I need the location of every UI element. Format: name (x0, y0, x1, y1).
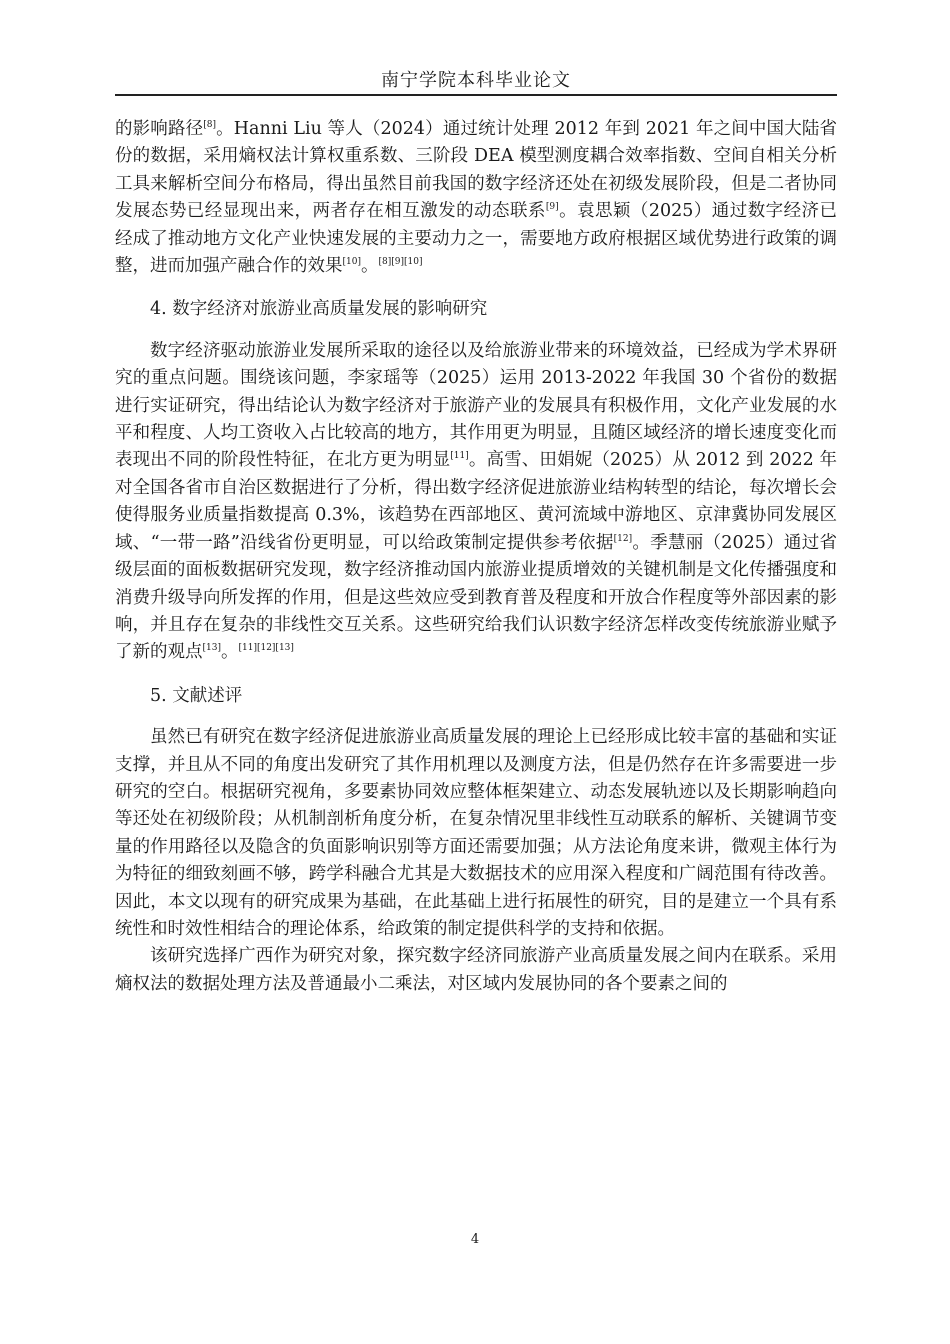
paragraph-4: 该研究选择广西作为研究对象，探究数字经济同旅游产业高质量发展之间内在联系。采用熵权法的数据处理方法及普通最小二乘法，对区域内发展协同的各个要素之间的 (115, 946, 837, 994)
paragraph-1 (115, 116, 837, 280)
page-number: 4 (470, 1232, 480, 1247)
citation: [8] (203, 120, 216, 130)
citation: [13] (202, 643, 221, 654)
text-run: 。高雪、田娟妮（2025）从 2012 到 2022 年对全国各省市自治区数据进行了分析，得出数字经济促进旅游业结构转型的结论，每次增长会使得服务业质量指数提高 0.3%，该趋势在西部地区、黄河流域中游地区、京津冀协同发展区域、“一带一路”沿线省份更明显，可以给政策制定提供参考依据 (115, 450, 838, 553)
citation: [10] (342, 257, 361, 268)
text-run: 。 (220, 642, 239, 663)
body-text (115, 116, 837, 998)
text-run: 。 (360, 256, 379, 277)
paragraph-2 (115, 338, 837, 667)
header-rule (115, 94, 837, 96)
text-run: 。季慧丽（2025）通过省级层面的面板数据研究发现，数字经济推动国内旅游业提质增效的关键机制是文化传播强度和消费升级导向所发挥的作用，但是这些效应受到教育普及程度和开放合作程度等外部因素的影响，并且存在复杂的非线性交互关系。这些研究给我们认识数字经济怎样改变传统旅游业赋予了新的观点 (115, 532, 837, 663)
citation: [11][12][13] (238, 643, 294, 654)
running-header: 南宁学院本科毕业论文 (381, 70, 571, 91)
citation: [9] (545, 202, 559, 213)
text-run: 。袁思颖（2025）通过数字经济已经成了推动地方文化产业快速发展的主要动力之一，需要地方政府根据区域优势进行政策的调整，进而加强产融合作的效果 (115, 201, 837, 277)
text-run: 的影响路径 (115, 119, 204, 139)
paragraph-3: 虽然已有研究在数字经济促进旅游业高质量发展的理论上已经形成比较丰富的基础和实证支撑，并且从不同的角度出发研究了其作用机理以及测度方法，但是仍然存在许多需要进一步研究的空白。根据研究视角，多要素协同效应整体框架建立、动态发展轨迹以及长期影响趋向等还处在初级阶段；从机制剖析角度分析，在复杂情况里非线性互动联系的解析、关键调节变量的作用路径以及隐含的负面影响识别等方面还需要加强；从方法论角度来讲，微观主体行为为特征的细致刻画不够，跨学科融合尤其是大数据技术的应用深入程度和广阔范围有待改善。因此，本文以现有的研究成果为基础，在此基础上进行拓展性的研究，目的是建立一个具有系统性和时效性相结合的理论体系，给政策的制定提供科学的支持和依据。 (115, 727, 837, 939)
citation: [8][9][10] (378, 257, 423, 268)
text-run: 数字经济驱动旅游业发展所采取的途径以及给旅游业带来的环境效益，已经成为学术界研究的重点问题。围绕该问题，李家瑶等（2025）运用 2013-2022 年我国 30 个省份的数据进行实证研究，得出结论认为数字经济对于旅游产业的发展具有积极作用，文化产业发展的水平和程度、人均工资收入占比较高的地方，其作用更为明显，且随区域经济的增长速度变化而表现出不同的阶段性特征，在北方更为明显 (115, 340, 837, 471)
citation: [12] (613, 533, 633, 544)
citation: [11] (450, 451, 469, 462)
section-heading-4: 4. 数字经济对旅游业高质量发展的影响研究 (150, 299, 488, 320)
section-heading-5: 5. 文献述评 (150, 685, 243, 706)
text-run: 。Hanni Liu 等人（2024）通过统计处理 2012 年到 2021 年之间中国大陆省份的数据，采用熵权法计算权重系数、三阶段 DEA 模型测度耦合效率指数、空间自相关分析工具来解析空间分布格局，得出虽然目前我国的数字经济还处在初级发展阶段，但是二者协同发展态势已经显现出来，两者存在相互激发的动态联系 (115, 119, 837, 222)
